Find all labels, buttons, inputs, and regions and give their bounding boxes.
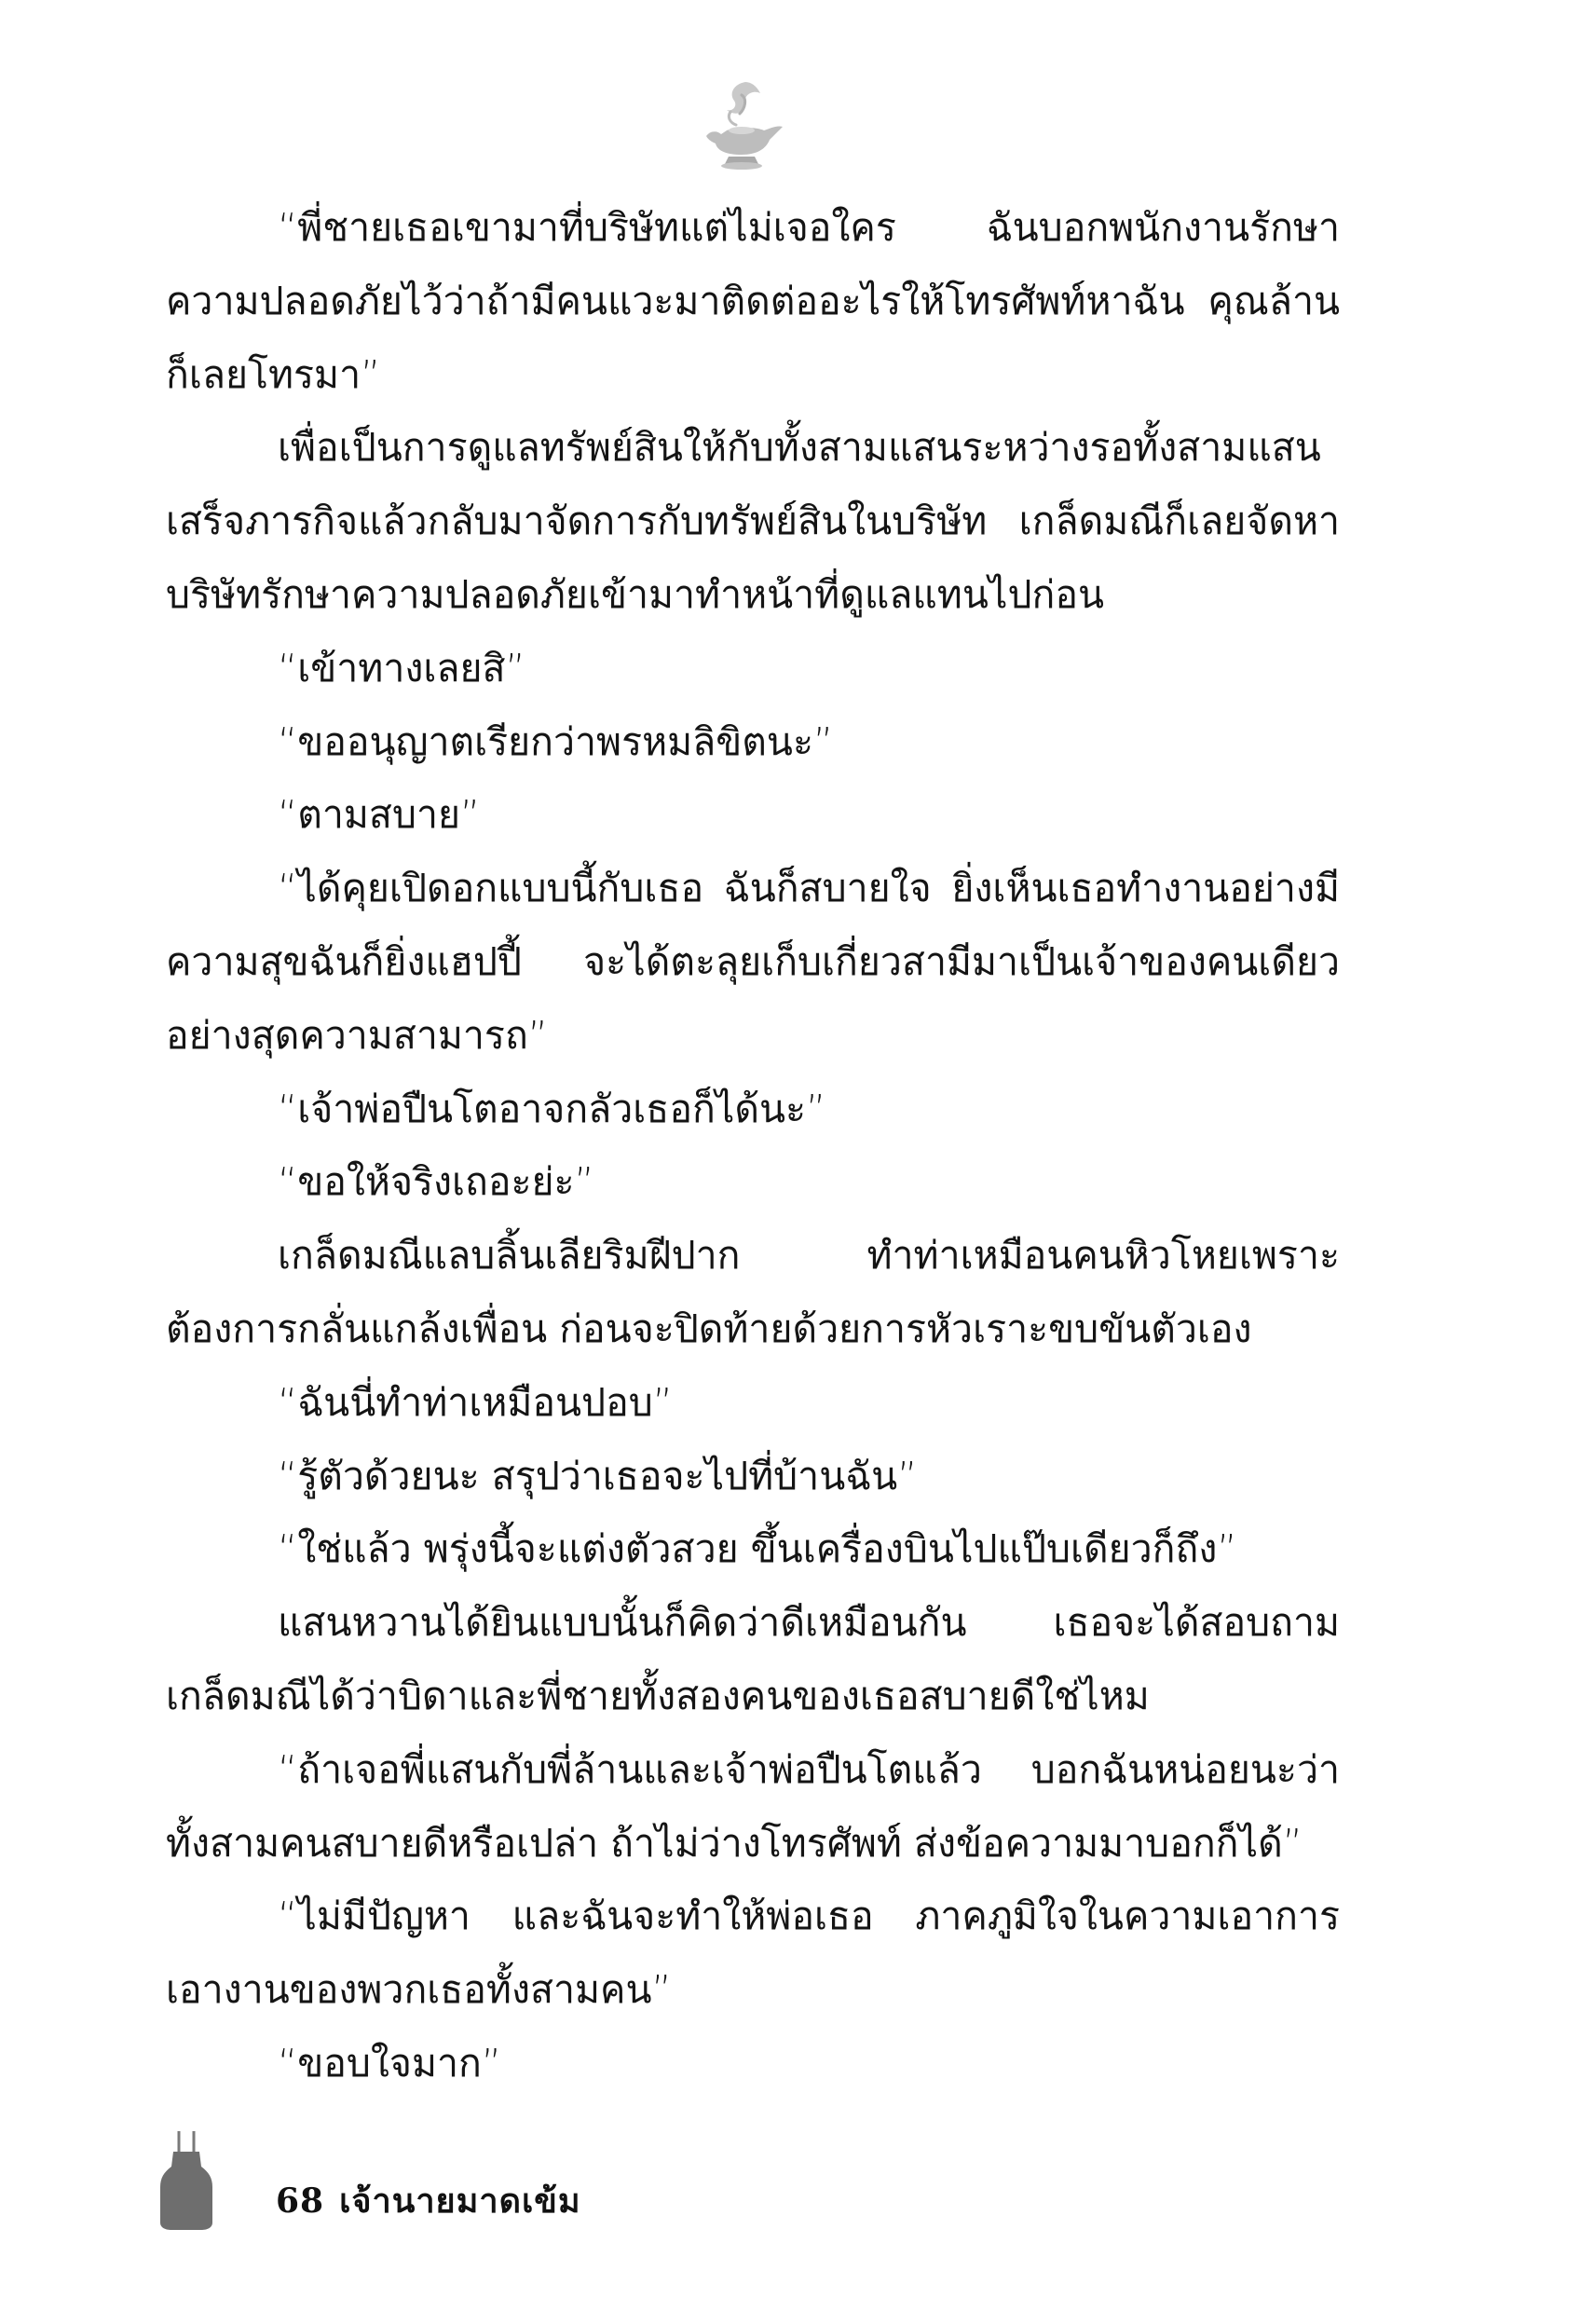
paragraph: “ไม่มีปัญหา และฉันจะทำให้พ่อเธอ ภาคภูมิใจในความเอาการเอางานของพวกเธอทั้งสามคน” <box>166 1894 1340 2013</box>
apron-icon <box>158 2129 214 2232</box>
page-footer <box>158 2129 811 2232</box>
paragraph: “พี่ชายเธอเขามาที่บริษัทแต่ไม่เจอใคร ฉันบอกพนักงานรักษาความปลอดภัยไว้ว่าถ้ามีคนแวะมาติดต่ออะไรให้โทรศัพท์หาฉัน คุณล้านก็เลยโทรมา” <box>166 205 1340 397</box>
paragraph: “ขออนุญาตเรียกว่าพรหมลิขิตนะ” <box>278 718 834 764</box>
genie-lamp-icon <box>689 75 792 177</box>
paragraph: แสนหวานได้ยินแบบนั้นก็คิดว่าดีเหมือนกัน เธอจะได้สอบถามเกล็ดมณีได้ว่าบิดาและพี่ชายทั้งสองคนของเธอสบายดีใช่ไหม <box>166 1600 1340 1718</box>
body-text <box>166 191 1340 2100</box>
paragraph: “เข้าทางเลยสิ” <box>278 645 525 691</box>
footer-caption <box>276 2174 581 2227</box>
paragraph: “ได้คุยเปิดอกแบบนี้กับเธอ ฉันก็สบายใจ ยิ่งเห็นเธอทำงานอย่างมีความสุขฉันก็ยิ่งแฮปปี้ จะได้ตะลุยเก็บเกี่ยวสามีมาเป็นเจ้าของคนเดียวอย่างสุดความสามารถ” <box>166 866 1340 1058</box>
book-title: เจ้านายมาดเข้ม <box>339 2181 581 2221</box>
paragraph: “ใช่แล้ว พรุ่งนี้จะแต่งตัวสวย ขึ้นเครื่องบินไปแป๊บเดียวก็ถึง” <box>278 1526 1237 1572</box>
paragraph: “ขอให้จริงเถอะย่ะ” <box>278 1159 594 1205</box>
paragraph: “ขอบใจมาก” <box>278 2040 502 2085</box>
paragraph: “ตามสบาย” <box>278 792 481 838</box>
paragraph: เกล็ดมณีแลบลิ้นเลียริมฝีปาก ทำท่าเหมือนคนหิวโหยเพราะต้องการกลั่นแกล้งเพื่อน ก่อนจะปิดท้ายด้วยการหัวเราะขบขันตัวเอง <box>166 1233 1340 1351</box>
paragraph: “รู้ตัวด้วยนะ สรุปว่าเธอจะไปที่บ้านฉัน” <box>278 1453 918 1498</box>
paragraph: “ฉันนี่ทำท่าเหมือนปอบ” <box>278 1379 673 1425</box>
paragraph: เพื่อเป็นการดูแลทรัพย์สินให้กับทั้งสามแสนระหว่างรอทั้งสามแสนเสร็จภารกิจแล้วกลับมาจัดการกับทรัพย์สินในบริษัท เกล็ดมณีก็เลยจัดหาบริษัทรักษาความปลอดภัยเข้ามาทำหน้าที่ดูแลแทนไปก่อน <box>166 425 1340 617</box>
page-number: 68 <box>276 2181 325 2221</box>
paragraph: “เจ้าพ่อปืนโตอาจกลัวเธอก็ได้นะ” <box>278 1086 826 1131</box>
paragraph: “ถ้าเจอพี่แสนกับพี่ล้านและเจ้าพ่อปืนโตแล้ว บอกฉันหน่อยนะว่าทั้งสามคนสบายดีหรือเปล่า ถ้าไม่ว่างโทรศัพท์ ส่งข้อความมาบอกก็ได้” <box>166 1746 1340 1866</box>
